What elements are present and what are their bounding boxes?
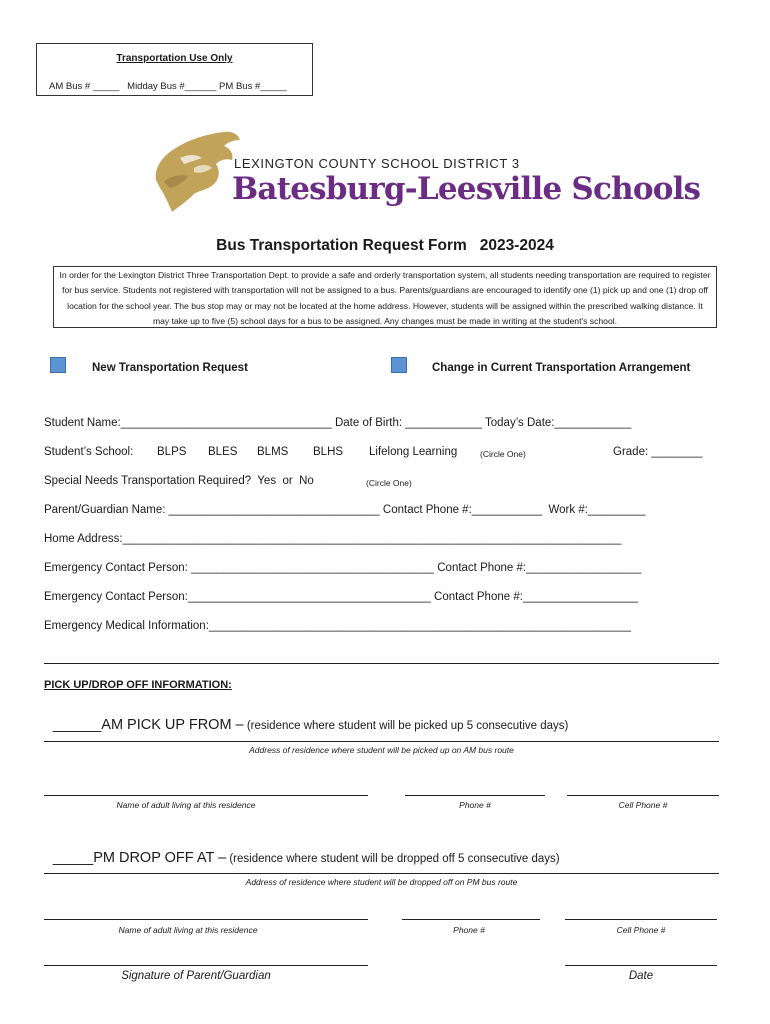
new-request-label: New Transportation Request bbox=[92, 362, 248, 374]
schools-name: Batesburg-Leesville Schools bbox=[232, 171, 701, 207]
student-name-line[interactable]: Student Name:_________________________________ Date of Birth: ____________ Today’s Date:____________ bbox=[44, 417, 632, 429]
intro-paragraph: In order for the Lexington District Three Transportation Dept. to provide a safe and orderly transportation system, all students needing transportation are required to register for bus service. Students not registered with transportation will not be assigned to a bus. Parents/guardians are encouraged to identify one (1) pick up and one (1) drop off location for the school year. The bus stop may or may not be located at the home address. However, students will be assigned within the prescribed walking distance. It may take up to five (5) school days for a bus to be assigned. Any changes must be made in writing at the student's school. bbox=[53, 266, 717, 328]
school-option-lifelong[interactable]: Lifelong Learning bbox=[369, 446, 458, 458]
pickup-dropoff-header: PICK UP/DROP OFF INFORMATION: bbox=[44, 679, 232, 691]
am-cell-phone-line[interactable] bbox=[567, 795, 719, 796]
date-caption: Date bbox=[628, 970, 654, 982]
am-pickup-prefix[interactable]: ______AM PICK UP FROM – bbox=[52, 717, 244, 733]
school-option-blhs[interactable]: BLHS bbox=[313, 446, 344, 458]
am-cell-caption: Cell Phone # bbox=[618, 800, 668, 810]
pm-cell-caption: Cell Phone # bbox=[616, 925, 666, 935]
am-pickup-text: (residence where student will be picked up 5 consecutive days) bbox=[243, 720, 569, 732]
pm-adult-caption: Name of adult living at this residence bbox=[118, 925, 258, 935]
parent-guardian-line[interactable]: Parent/Guardian Name: _________________________________ Contact Phone #:___________ Work #:_________ bbox=[44, 504, 646, 516]
school-label: Student’s School: bbox=[44, 446, 134, 458]
am-pickup-heading bbox=[44, 698, 568, 734]
signature-line[interactable] bbox=[44, 965, 368, 966]
am-address-caption: Address of residence where student will be picked up on AM bus route bbox=[249, 745, 514, 755]
special-needs-question[interactable]: Special Needs Transportation Required? Yes or No bbox=[44, 475, 314, 487]
emergency-contact-2-line[interactable]: Emergency Contact Person:______________________________________ Contact Phone #:__________________ bbox=[44, 591, 639, 603]
signature-caption: Signature of Parent/Guardian bbox=[121, 970, 271, 982]
circle-one-note-2: (Circle One) bbox=[366, 478, 412, 488]
school-option-blms[interactable]: BLMS bbox=[257, 446, 289, 458]
pm-address-line[interactable] bbox=[44, 873, 719, 874]
change-request-checkbox[interactable] bbox=[391, 357, 407, 373]
pm-dropoff-text: (residence where student will be dropped off 5 consecutive days) bbox=[226, 853, 560, 865]
am-adult-name-line[interactable] bbox=[44, 795, 368, 796]
transport-box-title: Transportation Use Only bbox=[116, 53, 233, 64]
school-option-bles[interactable]: BLES bbox=[208, 446, 238, 458]
pm-cell-phone-line[interactable] bbox=[565, 919, 717, 920]
change-request-label: Change in Current Transportation Arrangement bbox=[432, 362, 691, 374]
date-line[interactable] bbox=[565, 965, 717, 966]
am-phone-caption: Phone # bbox=[459, 800, 491, 810]
school-option-blps[interactable]: BLPS bbox=[157, 446, 187, 458]
transportation-use-box bbox=[36, 43, 313, 96]
home-address-line[interactable]: Home Address:______________________________________________________________________________ bbox=[44, 533, 622, 545]
form-title: Bus Transportation Request Form 2023-2024 bbox=[216, 237, 554, 254]
pm-phone-line[interactable] bbox=[402, 919, 540, 920]
pm-adult-name-line[interactable] bbox=[44, 919, 368, 920]
am-address-line[interactable] bbox=[44, 741, 719, 742]
pm-phone-caption: Phone # bbox=[453, 925, 485, 935]
medical-info-extra-line[interactable] bbox=[44, 663, 719, 664]
am-phone-line[interactable] bbox=[405, 795, 545, 796]
medical-info-line[interactable]: Emergency Medical Information:__________________________________________________________________ bbox=[44, 620, 632, 632]
emergency-contact-1-line[interactable]: Emergency Contact Person: ______________________________________ Contact Phone #:__________________ bbox=[44, 562, 642, 574]
cougar-head-icon bbox=[150, 128, 242, 214]
pm-dropoff-prefix[interactable]: _____PM DROP OFF AT – bbox=[52, 850, 227, 866]
pm-address-caption: Address of residence where student will be dropped off on PM bus route bbox=[245, 877, 518, 887]
grade-field[interactable]: Grade: ________ bbox=[613, 446, 703, 458]
bus-number-fields: AM Bus # _____ Midday Bus #______ PM Bus #_____ bbox=[49, 81, 287, 92]
pm-dropoff-heading bbox=[44, 831, 560, 867]
am-adult-caption: Name of adult living at this residence bbox=[116, 800, 256, 810]
district-name: LEXINGTON COUNTY SCHOOL DISTRICT 3 bbox=[234, 156, 520, 171]
circle-one-note: (Circle One) bbox=[480, 449, 526, 459]
new-request-checkbox[interactable] bbox=[50, 357, 66, 373]
